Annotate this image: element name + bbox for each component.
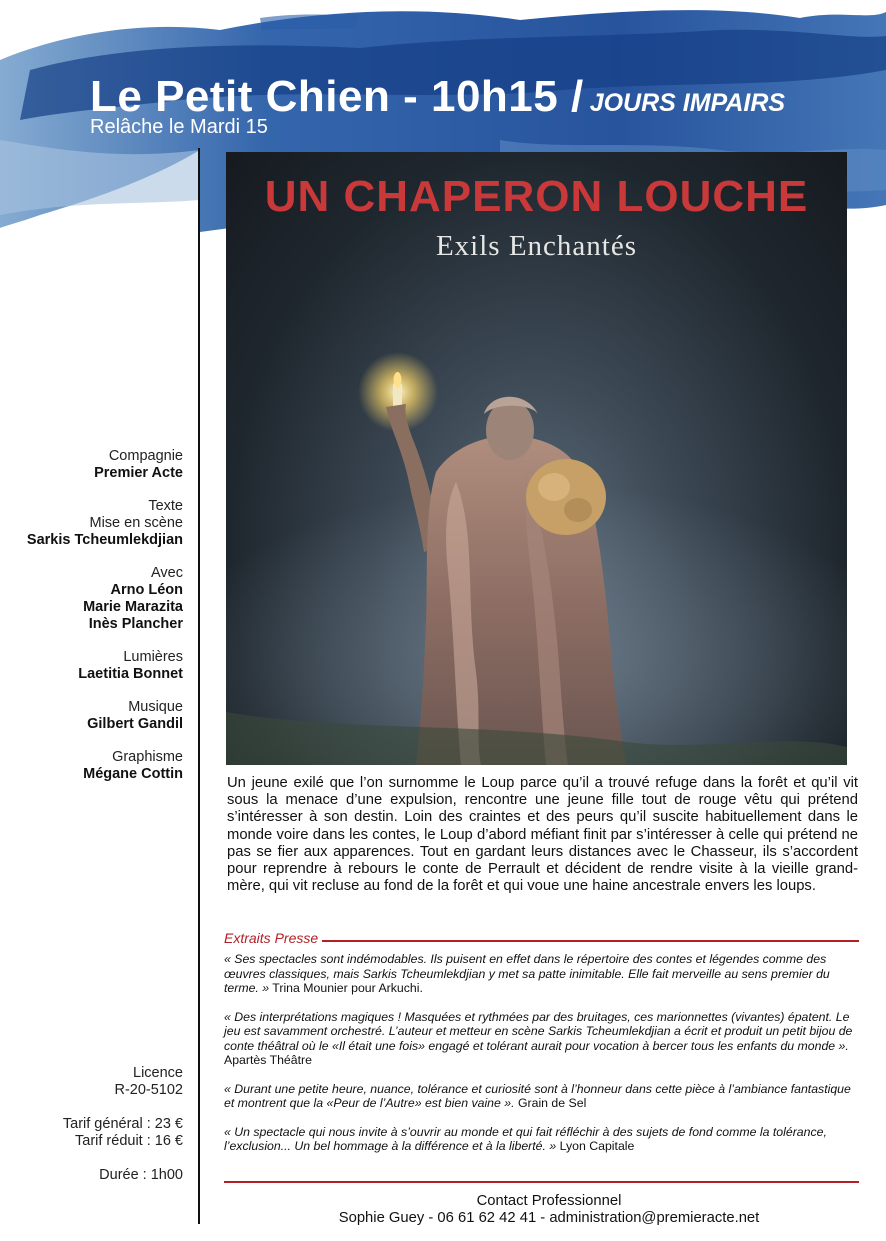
footer-rule (224, 1181, 859, 1183)
licence-label: Licence (133, 1065, 183, 1081)
press-quote (224, 1010, 862, 1068)
press-quote (224, 1082, 862, 1111)
quote-source: Grain de Sel (514, 1096, 587, 1110)
credit-musique (27, 699, 183, 733)
credit-role: Texte (148, 498, 183, 514)
tarif-reduit: Tarif réduit : 16 € (75, 1133, 183, 1149)
quote-text: « Durant une petite heure, nuance, tolérance et curiosité sont à l’honneur dans cette pièce à l’ambiance fantastique et montrent que la «Peur de l’Autre» est bien vaine ». (224, 1081, 851, 1110)
contact-details: Sophie Guey - 06 61 62 42 41 - administration@premieracte.net (338, 1210, 760, 1226)
credit-name: Sarkis Tcheumlekdjian (26, 532, 183, 548)
poster-title: UN CHAPERON LOUCHE (264, 172, 809, 221)
licence-number: R-20-5102 (114, 1082, 183, 1098)
credit-name: Premier Acte (94, 465, 183, 481)
credit-role: Lumières (123, 649, 183, 665)
credit-role: Musique (128, 699, 183, 715)
credit-name: Mégane Cottin (83, 766, 183, 782)
vertical-divider (198, 148, 200, 1224)
credit-avec (27, 565, 183, 633)
show-info (63, 1065, 183, 1184)
credit-role: Graphisme (112, 749, 183, 765)
contact-heading: Contact Professionnel (476, 1193, 622, 1209)
credit-texte-mise-en-scene (27, 498, 183, 549)
credit-role: Mise en scène (89, 515, 183, 531)
credit-name: Gilbert Gandil (87, 716, 183, 732)
quote-source: Lyon Capitale (556, 1139, 635, 1153)
press-quote (224, 1125, 862, 1154)
synopsis-text: Un jeune exilé que l’on surnomme le Loup parce qu’il a trouvé refuge dans la forêt et qu’il vit sous la menace d’une expulsion, rencontre une jeune fille tout de rouge vêtu qui prétend s’intéresser à son destin. Loin des craintes et des peurs qu’il suscite habituellement dans le monde voire dans les contes, le Loup d’abord méfiant finit par s’intéresser à celle qui prétend ne pas se fier aux apparences. Tout en gardant leurs distances avec le Chasseur, ils s’accordent pour reprendre à rebours le conte de Perrault et décident de rendre visite à la vieille grand-mère, qui vit recluse au fond de la forêt et qui voue une haine ancestrale envers les loups. (227, 775, 858, 895)
quote-text: « Des interprétations magiques ! Masquées et rythmées par des bruitages, ces marionnettes (vivantes) épatent. Le jeu est savamment orchestré. L’auteur et metteur en scène Sarkis Tcheumlekdjian a écrit et produit un petit bijou de conte théâtral où le «Il était une fois» engagé et tolérant aurait pour vocation à bercer tous les enfants du monde ». (224, 1009, 853, 1053)
relache-note: Relâche le Mardi 15 (90, 116, 268, 138)
press-heading: Extraits Presse (224, 930, 319, 946)
quote-text: « Un spectacle qui nous invite à s’ouvrir au monde et qui fait réfléchir à des sujets de fond comme la tolérance, l’exclusion... Un bel hommage à la différence et à la liberté. » (224, 1124, 827, 1153)
press-rule (322, 940, 859, 942)
tarif-general: Tarif général : 23 € (62, 1116, 183, 1132)
quote-text: « Ses spectacles sont indémodables. Ils puisent en effet dans le répertoire des contes et légendes comme des œuvres classiques, mais Sarkis Tcheumlekdjian y met sa patte inimitable. Elle fait merveille au sens premier du terme. » (224, 952, 830, 995)
show-poster (226, 152, 847, 765)
credit-name: Laetitia Bonnet (78, 666, 183, 682)
credit-name: Arno Léon (110, 582, 183, 598)
quote-source: Apartès Théâtre (224, 1053, 312, 1067)
poster-subtitle: Exils Enchantés (435, 230, 638, 262)
contact-block (224, 1193, 874, 1227)
credit-lumieres (27, 649, 183, 683)
quote-source: Trina Mounier pour Arkuchi. (269, 981, 423, 995)
press-quote (224, 952, 862, 996)
credits-list (27, 448, 183, 799)
credit-graphisme (27, 749, 183, 783)
credit-name: Inès Plancher (88, 616, 183, 632)
credit-compagnie (27, 448, 183, 482)
page-title (90, 72, 785, 122)
press-quotes (224, 952, 862, 1168)
credit-role: Avec (151, 565, 183, 581)
credit-role: Compagnie (108, 448, 183, 464)
credit-name: Marie Marazita (83, 599, 183, 615)
duree: Durée : 1h00 (99, 1167, 183, 1183)
title-days: JOURS IMPAIRS (589, 89, 786, 117)
title-venue-time: Le Petit Chien - 10h15 / (90, 72, 584, 121)
